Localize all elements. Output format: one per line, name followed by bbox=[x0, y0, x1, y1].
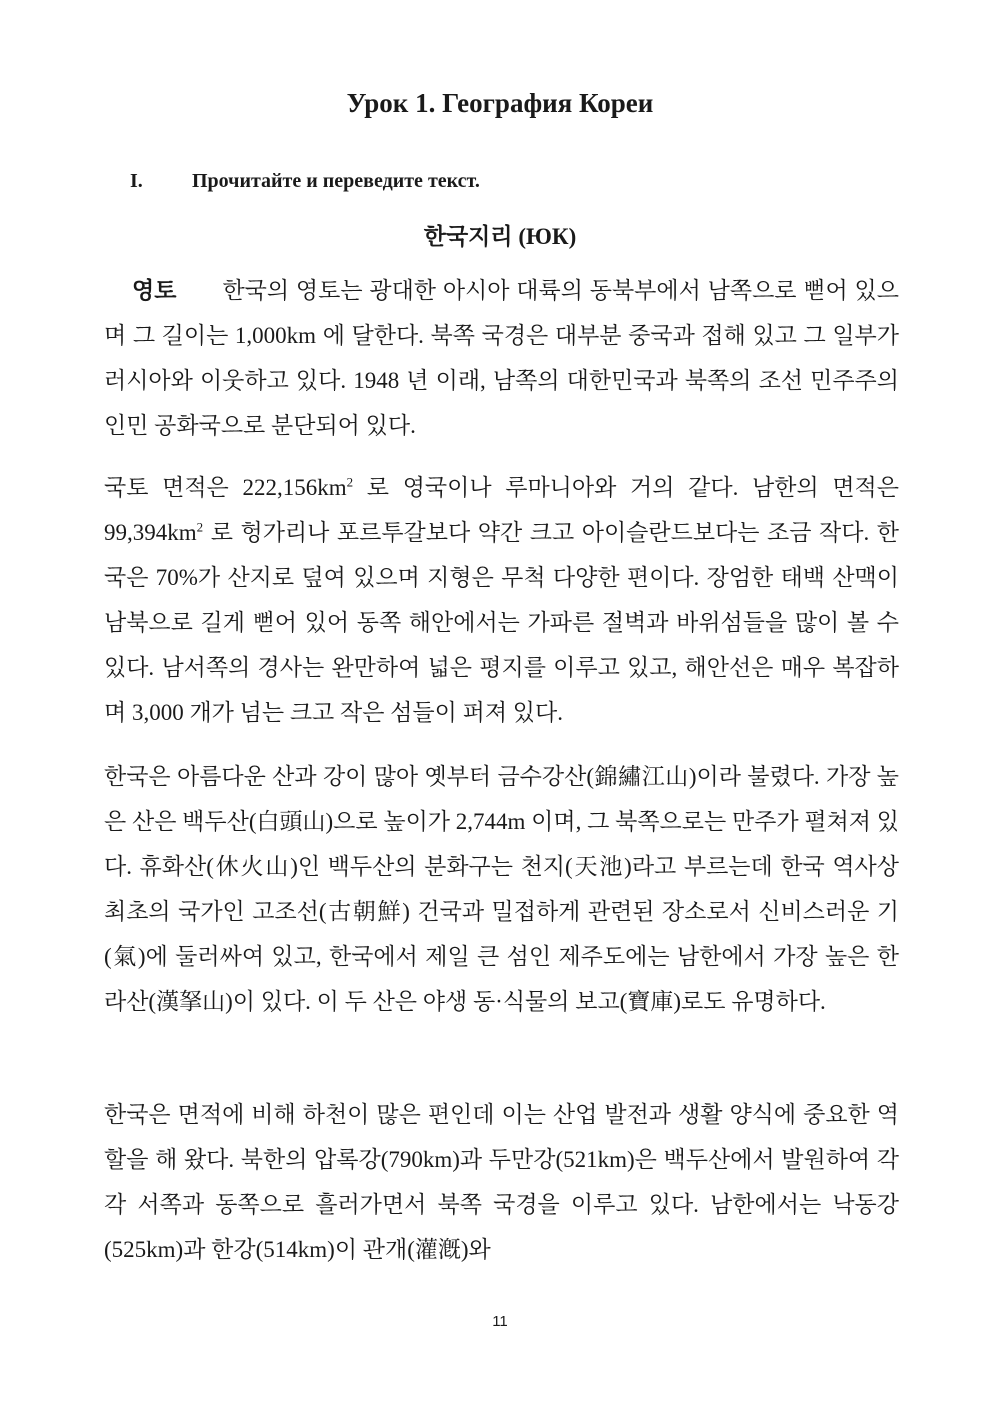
superscript: 2 bbox=[196, 519, 204, 535]
paragraph-heading: 영토 bbox=[132, 278, 177, 303]
paragraph-area bbox=[104, 465, 899, 735]
paragraph-territory bbox=[104, 268, 899, 448]
paragraph-text-part: 로 영국이나 루마니아와 거의 같다. 남한의 면적은 99,394km bbox=[104, 475, 899, 545]
paragraph-text-part: 국토 면적은 222,156km bbox=[104, 475, 347, 500]
superscript: 2 bbox=[346, 474, 354, 490]
text-title: 한국지리 (ЮК) bbox=[423, 224, 577, 249]
page-title: Урок 1. География Кореи bbox=[346, 88, 654, 118]
paragraph-text-part: 로 헝가리나 포르투갈보다 약간 크고 아이슬란드보다는 조금 작다. 한국은 70%가 산지로 덮여 있으며 지형은 무척 다양한 편이다. 장엄한 태백 산맥이 남북으로 길게 뻗어 있어 동쪽 해안에서는 가파른 절벽과 바위섬들을 많이 볼 수 있다. 남서쪽의 경사는 완만하여 넓은 평지를 이루고 있고, 해안선은 매우 복잡하며 3,000 개가 넘는 크고 작은 섬들이 퍼져 있다. bbox=[104, 520, 899, 725]
task-instruction bbox=[130, 170, 480, 193]
paragraph-mountains: 한국은 아름다운 산과 강이 많아 옛부터 금수강산(錦繡江山)이라 불렸다. 가장 높은 산은 백두산(白頭山)으로 높이가 2,744m 이며, 그 북쪽으로는 만주가 펼쳐져 있다. 휴화산(休火山)인 백두산의 분화구는 천지(天池)라고 부르는데 한국 역사상 최초의 국가인 고조선(古朝鮮) 건국과 밀접하게 관련된 장소로서 신비스러운 기(氣)에 둘러싸여 있고, 한국에서 제일 큰 섬인 제주도에는 남한에서 가장 높은 한라산(漢拏山)이 있다. 이 두 산은 야생 동·식물의 보고(寶庫)로도 유명하다. bbox=[104, 764, 899, 1014]
paragraph-rivers: 한국은 면적에 비해 하천이 많은 편인데 이는 산업 발전과 생활 양식에 중요한 역할을 해 왔다. 북한의 압록강(790km)과 두만강(521km)은 백두산에서 발원하여 각각 서쪽과 동쪽으로 흘러가면서 북쪽 국경을 이루고 있다. 남한에서는 낙동강(525km)과 한강(514km)이 관개(灌漑)와 bbox=[104, 1102, 899, 1262]
paragraph-text: 한국의 영토는 광대한 아시아 대륙의 동북부에서 남쪽으로 뻗어 있으며 그 길이는 1,000km 에 달한다. 북쪽 국경은 대부분 중국과 접해 있고 그 일부가 러시아와 이웃하고 있다. 1948 년 이래, 남쪽의 대한민국과 북쪽의 조선 민주주의 인민 공화국으로 분단되어 있다. bbox=[104, 278, 899, 438]
task-number: I. bbox=[130, 170, 143, 192]
task-text: Прочитайте и переведите текст. bbox=[192, 170, 480, 192]
page-number: 11 bbox=[492, 1313, 508, 1330]
